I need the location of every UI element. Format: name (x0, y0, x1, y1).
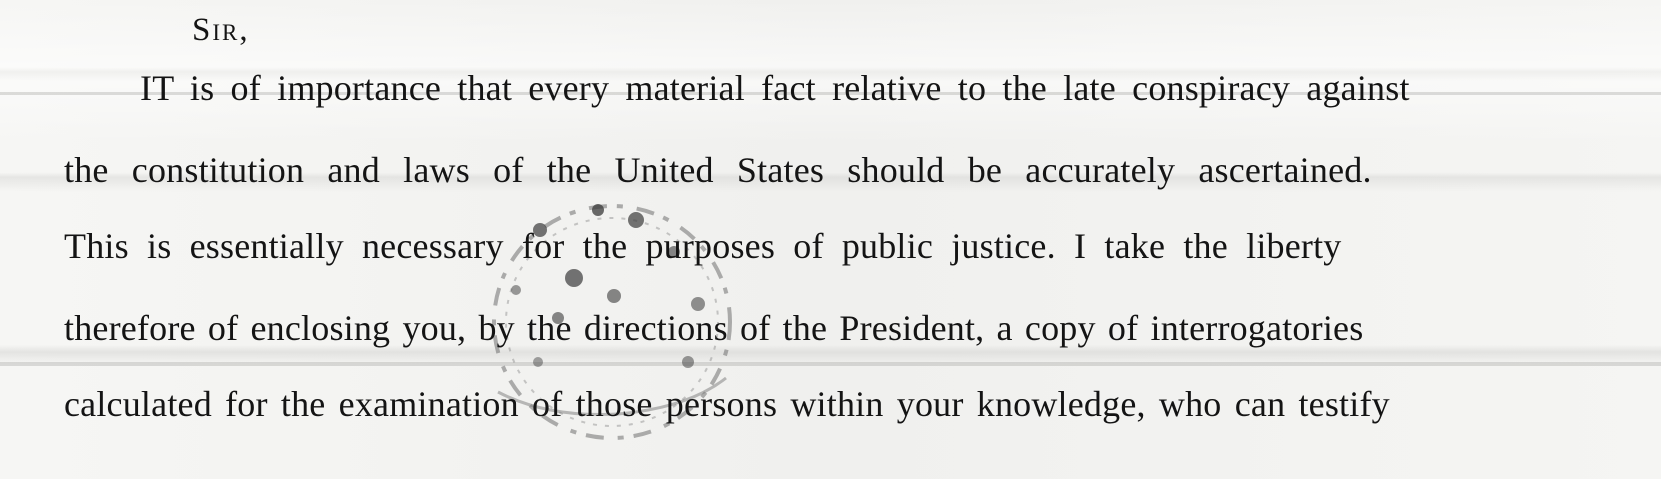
body-line-5: calculated for the examination of those persons within your knowledge, who can testify (64, 384, 1390, 424)
paper-fold (0, 362, 1661, 366)
salutation: Sir, (192, 12, 250, 48)
body-line-4: therefore of enclosing you, by the directions of the President, a copy of interrogatories (64, 308, 1364, 348)
body-line-1: IT is of importance that every material fact relative to the late conspiracy against (140, 68, 1410, 108)
body-line-3: This is essentially necessary for the purposes of public justice. I take the liberty (64, 226, 1342, 266)
body-line-2: the constitution and laws of the United States should be accurately ascertained. (64, 150, 1372, 190)
